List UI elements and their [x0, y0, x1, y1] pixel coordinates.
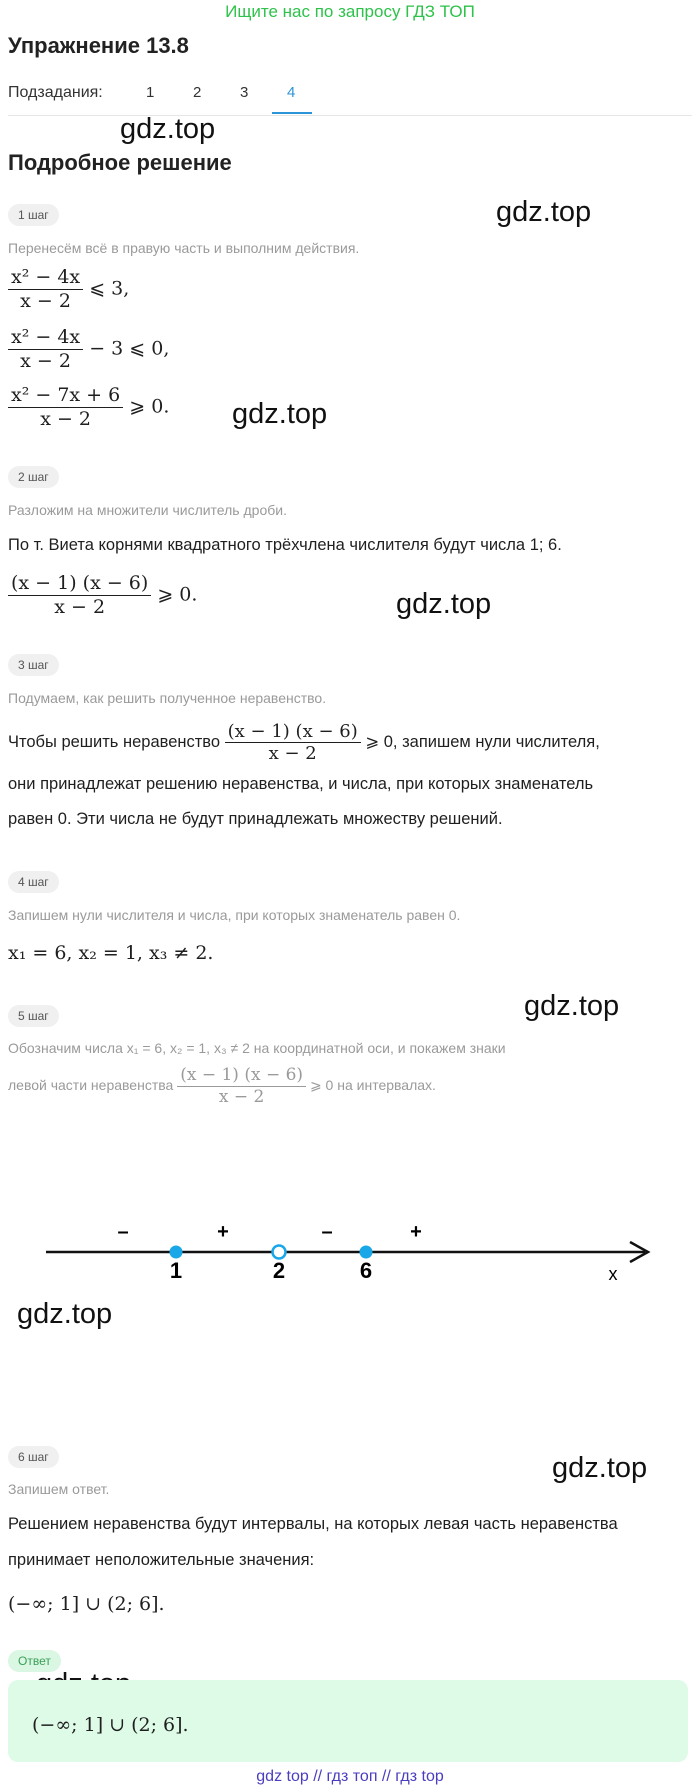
- watermark: gdz.top: [524, 990, 620, 1022]
- subtasks-label: Подзадания:: [8, 84, 103, 101]
- solution-heading: Подробное решение: [8, 150, 232, 175]
- divider: [8, 115, 692, 116]
- step-badge: 1 шаг: [8, 204, 59, 226]
- step-hint: Запишем ответ.: [8, 1481, 110, 1497]
- sign-minus: –: [117, 1221, 129, 1243]
- search-banner[interactable]: Ищите нас по запросу ГДЗ ТОП: [225, 2, 475, 21]
- formula: $\frac{\text{x² − 7x + 6}}{x - 2}$ ⩾ 0.: [8, 384, 169, 431]
- step-text: Чтобы решить неравенство $\frac{(x - 1) (x - 6)}{x - 2}$ ⩾ 0, запишем нули числителя,: [8, 720, 600, 765]
- step-badge: 3 шаг: [8, 654, 59, 676]
- axis-label: x: [608, 1264, 618, 1284]
- watermark: gdz.top: [496, 196, 592, 228]
- step-hint: Обозначим числа x₁ = 6, x₂ = 1, x₃ ≠ 2 на координатной оси, и покажем знаки: [8, 1040, 506, 1056]
- watermark: gdz.top: [396, 588, 492, 620]
- point-label: 1: [169, 1258, 183, 1283]
- tab-subtask-1[interactable]: 1: [146, 84, 155, 101]
- formula: $\frac{(x - 1) (x - 6)}{x - 2}$ ⩾ 0.: [8, 572, 197, 619]
- step-text: Решением неравенства будут интервалы, на которых левая часть неравенства: [8, 1515, 618, 1533]
- footer-links[interactable]: gdz top // гдз топ // гдз top: [256, 1768, 444, 1785]
- point-label: 6: [359, 1258, 373, 1283]
- step-hint: левой части неравенства $\frac{(x - 1) (x - 6)}{x - 2}$ ⩾ 0 на интервалах.: [8, 1065, 436, 1107]
- formula: $\frac{\text{x² − 4x}}{x - 2}$ ⩽ 3,: [8, 266, 129, 313]
- watermark: gdz.top: [552, 1452, 648, 1484]
- step-hint: Разложим на множители числитель дроби.: [8, 502, 287, 518]
- step-badge: 4 шаг: [8, 871, 59, 893]
- page-title: Упражнение 13.8: [8, 33, 189, 58]
- watermark: gdz.top: [17, 1298, 113, 1330]
- answer-badge: Ответ: [8, 1650, 61, 1672]
- tab-subtask-2[interactable]: 2: [193, 84, 202, 101]
- step-text: они принадлежат решению неравенства, и числа, при которых знаменатель: [8, 775, 594, 793]
- point-label: 2: [272, 1258, 286, 1283]
- tab-subtask-3[interactable]: 3: [240, 84, 249, 101]
- sign-plus: +: [410, 1221, 422, 1243]
- point-filled: [170, 1246, 183, 1259]
- number-line: [0, 1210, 700, 1300]
- formula: x₁ = 6, x₂ = 1, x₃ ≠ 2.: [8, 942, 214, 964]
- point-filled: [360, 1246, 373, 1259]
- formula: (−∞; 1] ∪ (2; 6].: [8, 1593, 165, 1615]
- step-badge: 5 шаг: [8, 1005, 59, 1027]
- watermark: gdz.top: [232, 398, 328, 430]
- sign-plus: +: [217, 1221, 229, 1243]
- step-text: принимает неположительные значения:: [8, 1551, 315, 1569]
- sign-minus: –: [321, 1221, 333, 1243]
- step-text: По т. Виета корнями квадратного трёхчлена числителя будут числа 1; 6.: [8, 536, 562, 554]
- step-badge: 6 шаг: [8, 1446, 59, 1468]
- step-hint: Запишем нули числителя и числа, при которых знаменатель равен 0.: [8, 907, 461, 923]
- formula: $\frac{\text{x² − 4x}}{x - 2}$ − 3 ⩽ 0,: [8, 326, 169, 373]
- step-hint: Перенесём всё в правую часть и выполним действия.: [8, 240, 360, 256]
- point-open: [273, 1246, 286, 1259]
- watermark: gdz.top: [120, 113, 216, 145]
- tab-subtask-4[interactable]: 4: [287, 84, 296, 101]
- active-tab-indicator: [272, 112, 312, 114]
- step-badge: 2 шаг: [8, 466, 59, 488]
- answer-formula: (−∞; 1] ∪ (2; 6].: [32, 1714, 189, 1736]
- step-hint: Подумаем, как решить полученное неравенство.: [8, 690, 327, 706]
- step-text: равен 0. Эти числа не будут принадлежать множеству решений.: [8, 810, 503, 828]
